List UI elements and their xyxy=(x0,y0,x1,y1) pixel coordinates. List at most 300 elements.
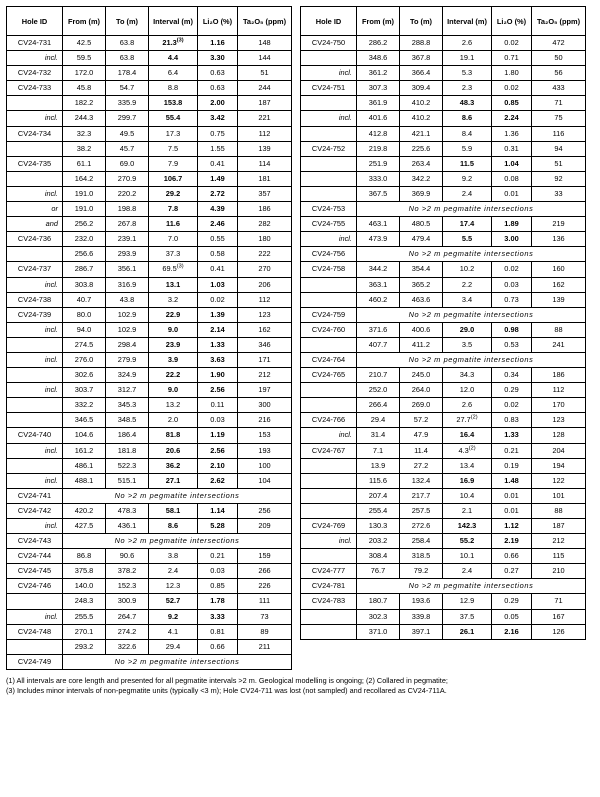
cell-li2o: 0.29 xyxy=(492,594,532,609)
cell-ta2o5: 71 xyxy=(532,96,586,111)
cell-to: 478.3 xyxy=(106,503,149,518)
table-row xyxy=(301,202,586,217)
col-header-hole-id: Hole ID xyxy=(7,7,63,36)
table-row xyxy=(301,624,586,639)
col-header-interval: Interval (m) xyxy=(443,7,492,36)
cell-to: 186.4 xyxy=(106,428,149,443)
table-row xyxy=(301,277,586,292)
cell-interval: 10.1 xyxy=(443,549,492,564)
table-row xyxy=(301,549,586,564)
cell-ta2o5: 212 xyxy=(238,368,292,383)
cell-ta2o5: 114 xyxy=(238,156,292,171)
cell-interval: 9.0 xyxy=(149,322,198,337)
cell-ta2o5: 100 xyxy=(238,458,292,473)
cell-hole-id xyxy=(301,503,357,518)
cell-hole-id: CV24-737 xyxy=(7,262,63,277)
cell-interval: 29.4 xyxy=(149,639,198,654)
cell-hole-id: CV24-750 xyxy=(301,36,357,51)
cell-to: 436.1 xyxy=(106,519,149,534)
table-row xyxy=(301,413,586,428)
cell-from: 361.2 xyxy=(357,66,400,81)
cell-li2o: 0.21 xyxy=(198,549,238,564)
table-row xyxy=(7,277,292,292)
cell-to: 322.6 xyxy=(106,639,149,654)
cell-interval: 55.4 xyxy=(149,111,198,126)
cell-from: 94.0 xyxy=(63,322,106,337)
cell-interval: 55.2 xyxy=(443,534,492,549)
cell-interval: 52.7 xyxy=(149,594,198,609)
cell-ta2o5: 128 xyxy=(532,428,586,443)
table-row xyxy=(301,473,586,488)
cell-li2o: 0.55 xyxy=(198,232,238,247)
table-row xyxy=(301,519,586,534)
cell-interval: 3.5 xyxy=(443,337,492,352)
cell-to: 274.2 xyxy=(106,624,149,639)
table-row xyxy=(7,488,292,503)
table-row xyxy=(7,171,292,186)
table-row xyxy=(7,36,292,51)
cell-hole-id xyxy=(7,171,63,186)
cell-hole-id: CV24-736 xyxy=(7,232,63,247)
cell-li2o: 0.27 xyxy=(492,564,532,579)
col-header-ta2o5: Ta₂O₅ (ppm) xyxy=(238,7,292,36)
cell-from: 486.1 xyxy=(63,458,106,473)
table-row xyxy=(7,156,292,171)
cell-from: 40.7 xyxy=(63,292,106,307)
table-row xyxy=(301,36,586,51)
cell-to: 49.5 xyxy=(106,126,149,141)
cell-hole-id: incl. xyxy=(7,383,63,398)
cell-from: 13.9 xyxy=(357,458,400,473)
cell-note: No >2 m pegmatite intersections xyxy=(357,352,586,367)
cell-li2o: 1.03 xyxy=(198,277,238,292)
table-row xyxy=(7,624,292,639)
cell-to: 312.7 xyxy=(106,383,149,398)
cell-interval: 8.4 xyxy=(443,126,492,141)
table-row xyxy=(301,337,586,352)
cell-li2o: 0.63 xyxy=(198,81,238,96)
cell-li2o: 0.21 xyxy=(492,443,532,458)
cell-ta2o5: 88 xyxy=(532,503,586,518)
cell-ta2o5: 221 xyxy=(238,111,292,126)
cell-interval: 2.3 xyxy=(443,81,492,96)
cell-ta2o5: 219 xyxy=(532,217,586,232)
cell-to: 102.9 xyxy=(106,322,149,337)
cell-li2o: 0.03 xyxy=(492,277,532,292)
cell-to: 132.4 xyxy=(400,473,443,488)
cell-to: 463.6 xyxy=(400,292,443,307)
cell-to: 45.7 xyxy=(106,141,149,156)
cell-hole-id: CV24-756 xyxy=(301,247,357,262)
cell-from: 191.0 xyxy=(63,202,106,217)
cell-ta2o5: 89 xyxy=(238,624,292,639)
cell-interval: 81.8 xyxy=(149,428,198,443)
cell-ta2o5: 104 xyxy=(238,473,292,488)
cell-to: 324.9 xyxy=(106,368,149,383)
cell-note: No >2 m pegmatite intersections xyxy=(63,488,292,503)
cell-from: 207.4 xyxy=(357,488,400,503)
col-header-to: To (m) xyxy=(106,7,149,36)
cell-interval: 3.8 xyxy=(149,549,198,564)
table-row xyxy=(301,126,586,141)
cell-from: 32.3 xyxy=(63,126,106,141)
cell-interval: 4.4 xyxy=(149,51,198,66)
cell-interval: 20.6 xyxy=(149,443,198,458)
cell-to: 11.4 xyxy=(400,443,443,458)
cell-ta2o5: 211 xyxy=(238,639,292,654)
table-row xyxy=(301,247,586,262)
cell-li2o: 2.16 xyxy=(492,624,532,639)
cell-hole-id: CV24-746 xyxy=(7,579,63,594)
cell-ta2o5: 204 xyxy=(532,443,586,458)
cell-ta2o5: 33 xyxy=(532,186,586,201)
cell-ta2o5: 209 xyxy=(238,519,292,534)
cell-li2o: 3.00 xyxy=(492,232,532,247)
cell-hole-id: incl. xyxy=(7,473,63,488)
cell-hole-id xyxy=(301,292,357,307)
cell-ta2o5: 167 xyxy=(532,609,586,624)
cell-from: 256.6 xyxy=(63,247,106,262)
cell-from: 255.4 xyxy=(357,503,400,518)
table-row xyxy=(301,111,586,126)
table-row xyxy=(7,186,292,201)
cell-to: 269.0 xyxy=(400,398,443,413)
cell-li2o: 2.62 xyxy=(198,473,238,488)
cell-to: 239.1 xyxy=(106,232,149,247)
table-row xyxy=(301,186,586,201)
table-row xyxy=(7,217,292,232)
cell-from: 363.1 xyxy=(357,277,400,292)
cell-hole-id: CV24-755 xyxy=(301,217,357,232)
cell-hole-id: CV24-783 xyxy=(301,594,357,609)
table-row xyxy=(301,428,586,443)
cell-hole-id xyxy=(301,398,357,413)
cell-li2o: 0.02 xyxy=(492,36,532,51)
cell-to: 193.6 xyxy=(400,594,443,609)
cell-ta2o5: 148 xyxy=(238,36,292,51)
cell-li2o: 1.33 xyxy=(198,337,238,352)
cell-ta2o5: 139 xyxy=(532,292,586,307)
cell-hole-id: CV24-741 xyxy=(7,488,63,503)
cell-to: 63.8 xyxy=(106,51,149,66)
cell-interval: 29.2 xyxy=(149,186,198,201)
col-header-ta2o5: Ta₂O₅ (ppm) xyxy=(532,7,586,36)
table-row xyxy=(301,368,586,383)
table-row xyxy=(7,232,292,247)
cell-hole-id: CV24-739 xyxy=(7,307,63,322)
cell-from: 401.6 xyxy=(357,111,400,126)
cell-hole-id xyxy=(7,458,63,473)
cell-to: 217.7 xyxy=(400,488,443,503)
cell-hole-id: CV24-760 xyxy=(301,322,357,337)
cell-to: 365.2 xyxy=(400,277,443,292)
table-row xyxy=(301,51,586,66)
cell-li2o: 0.01 xyxy=(492,503,532,518)
cell-hole-id: CV24-749 xyxy=(7,654,63,669)
cell-to: 57.2 xyxy=(400,413,443,428)
cell-ta2o5: 159 xyxy=(238,549,292,564)
cell-li2o: 3.42 xyxy=(198,111,238,126)
cell-to: 220.2 xyxy=(106,186,149,201)
table-row xyxy=(7,534,292,549)
cell-interval: 34.3 xyxy=(443,368,492,383)
cell-ta2o5: 216 xyxy=(238,413,292,428)
cell-hole-id xyxy=(7,398,63,413)
cell-li2o: 0.11 xyxy=(198,398,238,413)
cell-to: 288.8 xyxy=(400,36,443,51)
cell-from: 248.3 xyxy=(63,594,106,609)
col-header-from: From (m) xyxy=(63,7,106,36)
cell-ta2o5: 270 xyxy=(238,262,292,277)
cell-ta2o5: 346 xyxy=(238,337,292,352)
cell-note: No >2 m pegmatite intersections xyxy=(357,247,586,262)
cell-li2o: 0.81 xyxy=(198,624,238,639)
table-row xyxy=(301,66,586,81)
cell-ta2o5: 181 xyxy=(238,171,292,186)
cell-hole-id xyxy=(7,337,63,352)
table-row xyxy=(7,202,292,217)
cell-interval: 5.3 xyxy=(443,66,492,81)
cell-to: 279.9 xyxy=(106,352,149,367)
cell-li2o: 0.41 xyxy=(198,262,238,277)
table-row xyxy=(7,111,292,126)
cell-interval: 9.2 xyxy=(443,171,492,186)
cell-interval: 36.2 xyxy=(149,458,198,473)
cell-interval: 12.3 xyxy=(149,579,198,594)
cell-interval: 17.3 xyxy=(149,126,198,141)
cell-from: 346.5 xyxy=(63,413,106,428)
table-row xyxy=(7,262,292,277)
cell-li2o: 2.24 xyxy=(492,111,532,126)
cell-from: 286.7 xyxy=(63,262,106,277)
cell-to: 316.9 xyxy=(106,277,149,292)
cell-ta2o5: 186 xyxy=(532,368,586,383)
cell-from: 7.1 xyxy=(357,443,400,458)
cell-from: 303.7 xyxy=(63,383,106,398)
cell-ta2o5: 51 xyxy=(532,156,586,171)
cell-from: 463.1 xyxy=(357,217,400,232)
cell-from: 276.0 xyxy=(63,352,106,367)
cell-hole-id: incl. xyxy=(7,609,63,624)
cell-hole-id: CV24-733 xyxy=(7,81,63,96)
cell-interval: 142.3 xyxy=(443,519,492,534)
cell-interval: 7.0 xyxy=(149,232,198,247)
table-row xyxy=(7,443,292,458)
cell-hole-id xyxy=(301,488,357,503)
cell-hole-id: CV24-764 xyxy=(301,352,357,367)
cell-interval: 48.3 xyxy=(443,96,492,111)
cell-hole-id: incl. xyxy=(7,51,63,66)
table-row xyxy=(301,292,586,307)
table-row xyxy=(301,307,586,322)
footnotes xyxy=(6,676,594,697)
cell-to: 410.2 xyxy=(400,111,443,126)
table-row xyxy=(301,141,586,156)
cell-hole-id: incl. xyxy=(7,352,63,367)
cell-li2o: 2.56 xyxy=(198,383,238,398)
cell-ta2o5: 194 xyxy=(532,458,586,473)
table-row xyxy=(7,96,292,111)
table-row xyxy=(301,217,586,232)
cell-interval: 10.2 xyxy=(443,262,492,277)
cell-from: 172.0 xyxy=(63,66,106,81)
cell-to: 515.1 xyxy=(106,473,149,488)
cell-li2o: 0.02 xyxy=(198,292,238,307)
cell-interval: 69.5$^{(3)}$ xyxy=(149,262,198,277)
cell-hole-id: CV24-751 xyxy=(301,81,357,96)
cell-interval: 13.4 xyxy=(443,458,492,473)
cell-ta2o5: 266 xyxy=(238,564,292,579)
cell-interval: 9.0 xyxy=(149,383,198,398)
cell-hole-id: CV24-752 xyxy=(301,141,357,156)
cell-ta2o5: 160 xyxy=(532,262,586,277)
cell-ta2o5: 226 xyxy=(238,579,292,594)
cell-interval: 4.1 xyxy=(149,624,198,639)
cell-ta2o5: 144 xyxy=(238,51,292,66)
cell-interval: 3.9 xyxy=(149,352,198,367)
cell-from: 375.8 xyxy=(63,564,106,579)
cell-ta2o5: 187 xyxy=(238,96,292,111)
cell-to: 410.2 xyxy=(400,96,443,111)
table-row xyxy=(7,383,292,398)
cell-hole-id xyxy=(301,126,357,141)
cell-hole-id: CV24-767 xyxy=(301,443,357,458)
footnote-2: (3) Includes minor intervals of non-pegmatite units (typically <3 m); Hole CV24-711 was lost (not sampled) and recollared as CV24-711A. xyxy=(6,686,447,696)
drill-results-table-left xyxy=(6,6,292,670)
cell-ta2o5: 186 xyxy=(238,202,292,217)
cell-to: 263.4 xyxy=(400,156,443,171)
table-row xyxy=(301,322,586,337)
cell-from: 29.4 xyxy=(357,413,400,428)
cell-li2o: 0.29 xyxy=(492,383,532,398)
cell-li2o: 0.71 xyxy=(492,51,532,66)
cell-li2o: 2.72 xyxy=(198,186,238,201)
cell-hole-id xyxy=(301,473,357,488)
cell-ta2o5: 162 xyxy=(532,277,586,292)
cell-from: 80.0 xyxy=(63,307,106,322)
cell-ta2o5: 193 xyxy=(238,443,292,458)
cell-hole-id: CV24-740 xyxy=(7,428,63,443)
cell-li2o: 1.90 xyxy=(198,368,238,383)
cell-to: 411.2 xyxy=(400,337,443,352)
cell-interval: 2.4 xyxy=(443,564,492,579)
cell-hole-id xyxy=(301,51,357,66)
cell-ta2o5: 112 xyxy=(532,383,586,398)
cell-from: 420.2 xyxy=(63,503,106,518)
drill-results-table-right xyxy=(300,6,586,640)
cell-interval: 58.1 xyxy=(149,503,198,518)
cell-from: 266.4 xyxy=(357,398,400,413)
cell-from: 367.5 xyxy=(357,186,400,201)
cell-to: 309.4 xyxy=(400,81,443,96)
cell-interval: 8.6 xyxy=(149,519,198,534)
cell-ta2o5: 300 xyxy=(238,398,292,413)
cell-ta2o5: 123 xyxy=(532,413,586,428)
cell-to: 69.0 xyxy=(106,156,149,171)
cell-li2o: 2.10 xyxy=(198,458,238,473)
table-row xyxy=(301,609,586,624)
cell-interval: 2.4 xyxy=(443,186,492,201)
cell-to: 299.7 xyxy=(106,111,149,126)
cell-hole-id: CV24-765 xyxy=(301,368,357,383)
table-row xyxy=(301,579,586,594)
cell-hole-id: CV24-731 xyxy=(7,36,63,51)
cell-interval: 16.9 xyxy=(443,473,492,488)
cell-hole-id xyxy=(301,277,357,292)
cell-ta2o5: 282 xyxy=(238,217,292,232)
cell-ta2o5: 112 xyxy=(238,292,292,307)
cell-ta2o5: 50 xyxy=(532,51,586,66)
cell-ta2o5: 357 xyxy=(238,186,292,201)
cell-from: 274.5 xyxy=(63,337,106,352)
cell-hole-id: CV24-766 xyxy=(301,413,357,428)
cell-hole-id xyxy=(301,458,357,473)
cell-interval: 11.5 xyxy=(443,156,492,171)
cell-hole-id xyxy=(301,624,357,639)
cell-li2o: 0.01 xyxy=(492,488,532,503)
cell-li2o: 2.00 xyxy=(198,96,238,111)
cell-interval: 10.4 xyxy=(443,488,492,503)
table-row xyxy=(7,307,292,322)
cell-to: 367.8 xyxy=(400,51,443,66)
cell-from: 332.2 xyxy=(63,398,106,413)
cell-ta2o5: 472 xyxy=(532,36,586,51)
table-header-row xyxy=(7,7,292,36)
cell-li2o: 0.01 xyxy=(492,186,532,201)
cell-hole-id xyxy=(301,383,357,398)
cell-interval: 8.8 xyxy=(149,81,198,96)
cell-li2o: 0.85 xyxy=(492,96,532,111)
cell-to: 369.9 xyxy=(400,186,443,201)
cell-li2o: 0.75 xyxy=(198,126,238,141)
table-row xyxy=(7,654,292,669)
cell-from: 219.8 xyxy=(357,141,400,156)
cell-to: 90.6 xyxy=(106,549,149,564)
cell-li2o: 0.03 xyxy=(198,564,238,579)
cell-ta2o5: 187 xyxy=(532,519,586,534)
cell-interval: 29.0 xyxy=(443,322,492,337)
cell-li2o: 1.48 xyxy=(492,473,532,488)
cell-to: 257.5 xyxy=(400,503,443,518)
cell-hole-id xyxy=(7,594,63,609)
col-header-hole-id: Hole ID xyxy=(301,7,357,36)
table-body-right xyxy=(301,36,586,640)
cell-ta2o5: 51 xyxy=(238,66,292,81)
cell-li2o: 1.49 xyxy=(198,171,238,186)
cell-interval: 2.0 xyxy=(149,413,198,428)
cell-ta2o5: 244 xyxy=(238,81,292,96)
table-row xyxy=(7,337,292,352)
cell-interval: 153.8 xyxy=(149,96,198,111)
cell-hole-id: CV24-759 xyxy=(301,307,357,322)
cell-to: 245.0 xyxy=(400,368,443,383)
cell-to: 298.4 xyxy=(106,337,149,352)
cell-to: 225.6 xyxy=(400,141,443,156)
cell-to: 181.8 xyxy=(106,443,149,458)
cell-from: 344.2 xyxy=(357,262,400,277)
cell-to: 47.9 xyxy=(400,428,443,443)
cell-ta2o5: 56 xyxy=(532,66,586,81)
cell-from: 38.2 xyxy=(63,141,106,156)
cell-li2o: 0.53 xyxy=(492,337,532,352)
table-body-left xyxy=(7,36,292,670)
cell-interval: 2.1 xyxy=(443,503,492,518)
cell-li2o: 1.12 xyxy=(492,519,532,534)
cell-from: 42.5 xyxy=(63,36,106,51)
cell-from: 115.6 xyxy=(357,473,400,488)
col-header-li2o: Li₂O (%) xyxy=(198,7,238,36)
cell-from: 371.0 xyxy=(357,624,400,639)
